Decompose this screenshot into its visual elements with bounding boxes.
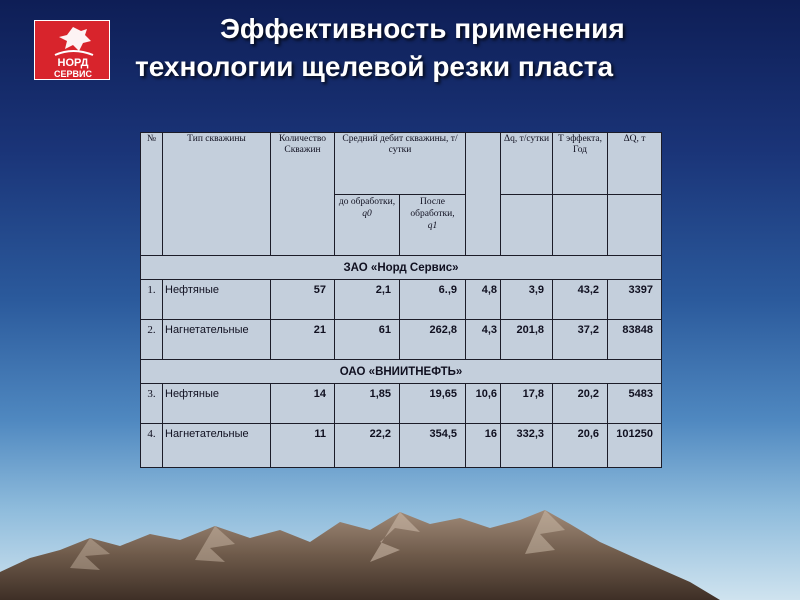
header-avg-rate: Средний дебит скважины, т/сутки: [335, 133, 466, 195]
slide-title: [0, 10, 800, 86]
title-line1: Эффективность применения: [220, 13, 625, 44]
results-table-container: [140, 132, 661, 467]
header-delta-Q: ΔQ, т: [608, 133, 662, 195]
header-after: После обработки, q1: [400, 195, 466, 256]
results-table: [140, 132, 662, 468]
after-symbol: q1: [427, 221, 438, 231]
header-delta-q: Δq, т/сутки: [501, 133, 553, 195]
header-well-count: Количество Скважин: [271, 133, 335, 256]
header-effect-duration: Т эффекта, Год: [553, 133, 608, 195]
header-number: №: [141, 133, 163, 256]
table-row: 3. Нефтяные 14 1,85 19,65 10,6 17,8 20,2 5483: [141, 384, 662, 424]
group-row-1: ЗАО «Норд Сервис»: [141, 256, 662, 280]
before-symbol: q0: [362, 209, 372, 219]
logo-text-line2: СЕРВИС: [54, 69, 92, 79]
logo-text-line1: НОРД: [57, 57, 89, 69]
group-row-2: ОАО «ВНИИТНЕФТЬ»: [141, 360, 662, 384]
header-before: до обработки, q0: [335, 195, 400, 256]
table-row: 4. Нагнетательные 11 22,2 354,5 16 332,3 20,6 101250: [141, 424, 662, 468]
header-ratio: [466, 133, 501, 256]
table-row: 1. Нефтяные 57 2,1 6.,9 4,8 3,9 43,2 3397: [141, 280, 662, 320]
title-line2: технологии щелевой резки пласта: [135, 51, 614, 82]
table-row: 2. Нагнетательные 21 61 262,8 4,3 201,8 37,2 83848: [141, 320, 662, 360]
mountains-illustration: [0, 490, 800, 600]
header-well-type: Тип скважины: [163, 133, 271, 256]
